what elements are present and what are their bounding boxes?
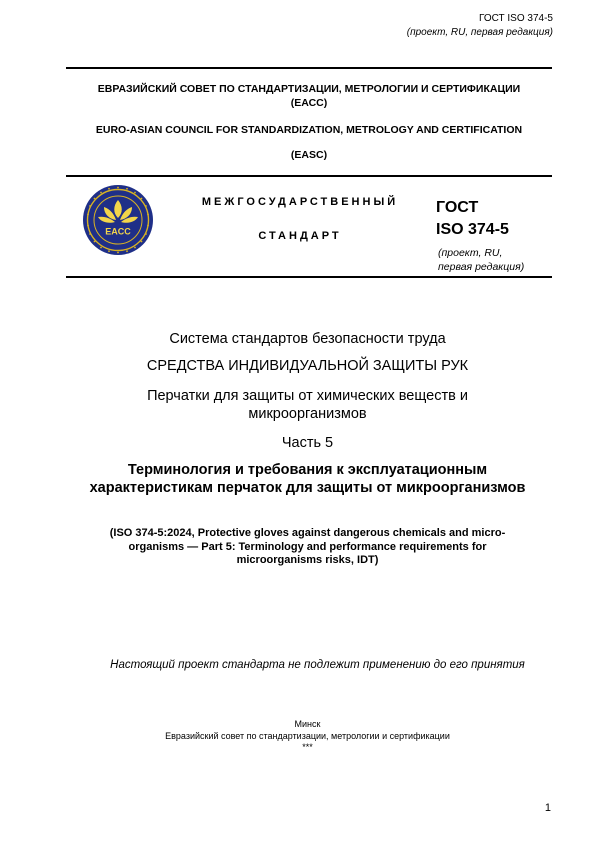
title-part: Часть 5 — [281, 435, 334, 451]
gost-edition — [438, 246, 524, 274]
council-ru-abbr: (ЕАСС) — [290, 97, 328, 109]
block-bottom-rule — [66, 276, 552, 278]
gost-edition-line1: (проект, RU, — [438, 247, 503, 259]
draft-notice: Настоящий проект стандарта не подлежит применению до его принятия — [110, 659, 525, 671]
standard-label: СТАНДАРТ — [258, 230, 342, 242]
title-part-title-line1: Терминология и требования к эксплуатационным — [127, 462, 488, 478]
iso-reference-line1: (ISO 374-5:2024, Protective gloves against dangerous chemicals and micro- — [109, 527, 506, 539]
footer-mark: *** — [302, 742, 313, 752]
running-header — [407, 12, 553, 40]
block-top-rule — [66, 175, 552, 177]
easc-logo — [82, 180, 154, 260]
gost-label: ГОСТ — [436, 199, 479, 216]
header-doc-id: ГОСТ ISO 374-5 — [479, 13, 553, 24]
council-en-abbr: (EASC) — [290, 149, 328, 161]
title-part-title-line2: характеристикам перчаток для защиты от микроорганизмов — [89, 480, 526, 496]
title-subject — [60, 387, 555, 423]
title-part-title — [60, 461, 555, 497]
iso-reference — [60, 527, 555, 568]
interstate-label: МЕЖГОСУДАРСТВЕННЫЙ — [201, 196, 399, 208]
council-ru — [66, 82, 552, 110]
footer-publisher: Евразийский совет по стандартизации, метрологии и сертификации — [165, 730, 450, 741]
top-rule — [66, 67, 552, 69]
council-en-name: EURO-ASIAN COUNCIL FOR STANDARDIZATION, METROLOGY AND CERTIFICATION — [95, 124, 523, 136]
gost-number: ISO 374-5 — [436, 221, 509, 238]
easc-emblem-icon — [82, 180, 154, 260]
publication-footer — [60, 719, 555, 754]
page-number: 1 — [544, 802, 551, 814]
footer-city: Минск — [294, 719, 321, 729]
title-subject-line2: микроорганизмов — [248, 406, 367, 422]
title-subject-line1: Перчатки для защиты от химических веществ и — [147, 388, 468, 404]
iso-reference-line2: organisms — Part 5: Terminology and performance requirements for — [128, 540, 487, 553]
gost-edition-line2: первая редакция) — [438, 261, 525, 273]
svg-text:EACC: EACC — [105, 226, 131, 237]
council-ru-name: ЕВРАЗИЙСКИЙ СОВЕТ ПО СТАНДАРТИЗАЦИИ, МЕТРОЛОГИИ И СЕРТИФИКАЦИИ — [97, 83, 521, 95]
iso-reference-line3: microorganisms risks, IDT) — [236, 554, 379, 566]
title-system: Система стандартов безопасности труда — [169, 331, 446, 347]
title-category: СРЕДСТВА ИНДИВИДУАЛЬНОЙ ЗАЩИТЫ РУК — [146, 358, 469, 374]
header-edition: (проект, RU, первая редакция) — [406, 27, 553, 38]
